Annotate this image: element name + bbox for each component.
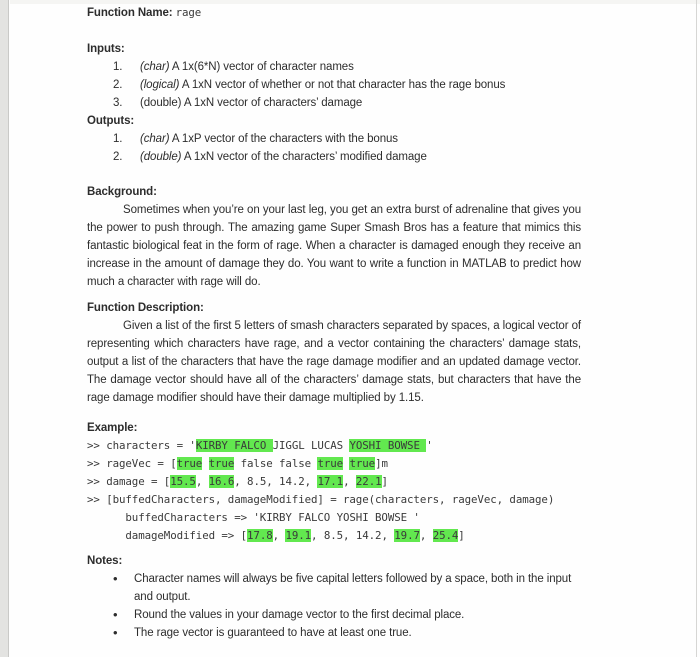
list-number: 1. xyxy=(113,61,123,73)
highlighted-code-text: true xyxy=(176,457,203,470)
highlighted-code-text: 15.5 xyxy=(170,475,196,488)
list-text: (double) A 1xN vector of the characters’ modified damage xyxy=(140,151,427,163)
notes-heading: Notes: xyxy=(87,555,123,567)
code-text: buffedCharacters => 'KIRBY FALCO YOSHI BOWSE ' xyxy=(87,511,420,524)
inputs-heading: Inputs: xyxy=(87,43,125,55)
code-line-ragevec xyxy=(87,455,581,473)
background-paragraph: Sometimes when you’re on your last leg, you get an extra burst of adrenaline that gives you the power to push through. The amazing game Super Smash Bros has a feature that mimics this fantastic biological feat in the form of rage. When a character is damaged enough they receive an increase in the amount of damage they do. You want to write a function in MATLAB to predict how much a character with rage will do. xyxy=(87,204,581,288)
bullet-icon: • xyxy=(113,607,118,622)
note-item xyxy=(87,570,581,606)
list-number: 2. xyxy=(113,79,123,91)
highlighted-code-text: 16.6 xyxy=(208,475,235,488)
highlighted-code-text: 17.1 xyxy=(317,475,344,488)
bullet-icon: • xyxy=(113,571,118,586)
code-line-function-call xyxy=(87,491,581,509)
code-text: , 8.5, 14.2, xyxy=(311,529,395,542)
list-text: (char) A 1x(6*N) vector of character names xyxy=(140,61,354,73)
highlighted-code-text: true xyxy=(349,457,376,470)
list-text: (logical) A 1xN vector of whether or not that character has the rage bonus xyxy=(140,79,506,91)
list-text: (double) A 1xN vector of characters’ damage xyxy=(140,97,363,109)
code-text: >> damage = [ xyxy=(87,475,171,488)
example-heading: Example: xyxy=(87,422,138,434)
code-text: , xyxy=(343,475,356,488)
list-item xyxy=(87,130,581,148)
code-text: ]m xyxy=(375,457,388,470)
code-line-characters xyxy=(87,437,581,455)
list-item xyxy=(87,94,581,112)
code-text: >> rageVec = [ xyxy=(87,457,177,470)
function-description-paragraph: Given a list of the first 5 letters of smash characters separated by spaces, a logical vector of representing which characters have rage, and a vector containing the characters’ damage stats, output a list of the characters that have the rage damage modifier and an updated damage vector. The damage vector should have all of the characters’ damage stats, but characters that have the rage damage modifier should have their damage multiplied by 1.15. xyxy=(87,320,581,404)
code-text xyxy=(202,457,208,470)
function-name-label: Function Name: xyxy=(87,7,176,19)
note-item xyxy=(87,606,581,624)
document-content xyxy=(87,4,581,642)
code-text: , xyxy=(419,529,433,542)
highlighted-code-text: KIRBY FALCO xyxy=(195,439,273,452)
note-text: Character names will always be five capital letters followed by a space, both in the input and output. xyxy=(134,573,572,603)
page-edge-left-strip xyxy=(0,0,9,657)
code-text: ] xyxy=(381,475,388,488)
highlighted-code-text: true xyxy=(208,457,235,470)
code-line-damagemodified-result xyxy=(87,527,581,545)
page-edge-right-line xyxy=(696,0,697,657)
note-text: The rage vector is guaranteed to have at least one true. xyxy=(134,627,412,639)
code-text: , xyxy=(195,475,209,488)
code-text: , xyxy=(272,529,286,542)
function-description-heading: Function Description: xyxy=(87,302,204,314)
list-number: 1. xyxy=(113,133,123,145)
function-name-line xyxy=(87,4,581,22)
bullet-icon: • xyxy=(113,625,118,640)
note-item xyxy=(87,624,581,642)
highlighted-code-text: 19.1 xyxy=(285,529,312,542)
code-text: , 8.5, 14.2, xyxy=(234,475,318,488)
highlighted-code-text: 19.7 xyxy=(394,529,420,542)
highlighted-code-text: 17.8 xyxy=(247,529,273,542)
code-text: false false xyxy=(234,457,318,470)
background-heading: Background: xyxy=(87,186,157,198)
code-line-buffedcharacters-result xyxy=(87,509,581,527)
list-number: 2. xyxy=(113,151,123,163)
list-item xyxy=(87,148,581,166)
outputs-heading: Outputs: xyxy=(87,115,135,127)
list-text: (char) A 1xP vector of the characters with the bonus xyxy=(140,133,398,145)
code-text: damageModified => [ xyxy=(87,529,248,542)
list-number: 3. xyxy=(113,97,123,109)
code-text: ] xyxy=(458,529,465,542)
list-item xyxy=(87,58,581,76)
code-text: ' xyxy=(426,439,433,452)
note-text: Round the values in your damage vector to the first decimal place. xyxy=(134,609,465,621)
highlighted-code-text: 25.4 xyxy=(432,529,459,542)
function-name-value: rage xyxy=(175,6,202,19)
highlighted-code-text: YOSHI BOWSE xyxy=(349,439,427,452)
list-item xyxy=(87,76,581,94)
code-text: >> characters = ' xyxy=(87,439,196,452)
code-line-damage xyxy=(87,473,581,491)
highlighted-code-text: 22.1 xyxy=(355,475,382,488)
code-text: JIGGL LUCAS xyxy=(272,439,350,452)
highlighted-code-text: true xyxy=(317,457,344,470)
code-text: >> [buffedCharacters, damageModified] = rage(characters, rageVec, damage) xyxy=(87,493,555,506)
